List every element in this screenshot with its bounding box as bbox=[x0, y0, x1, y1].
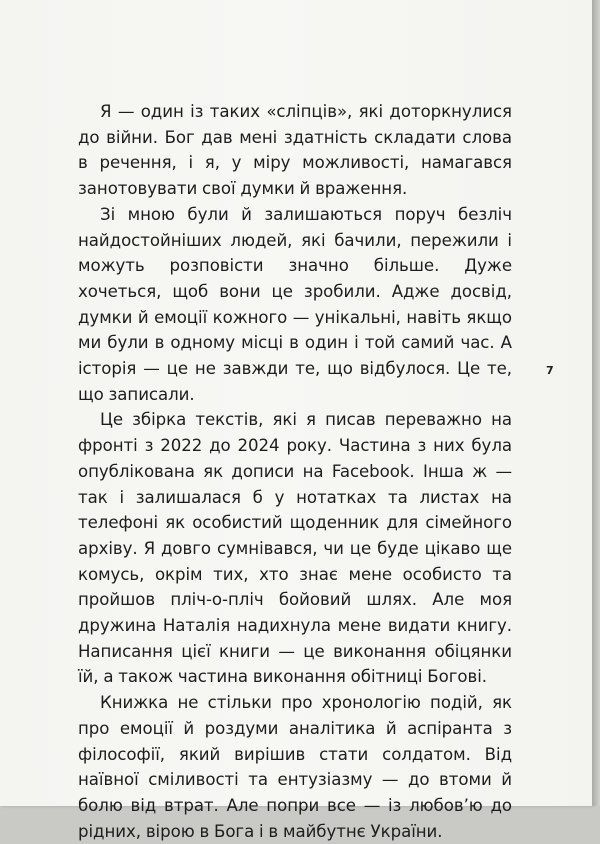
paragraph-3: Це збірка текстів, які я писав переважно на фронті з 2022 до 2024 року. Частина з них була опублікована як дописи на Facebook. Інша ж — так і залишалася б у нотатках та листах на телефоні як особистий щоденник для сімейного архіву. Я довго сумнівався, чи це буде цікаво ще комусь, окрім тих, хто знає мене особисто та пройшов пліч-о-пліч бойовий шлях. Але моя дружина Наталія надихнула мене видати книгу. Написання цієї книги — це виконання обіцянки їй, а також частина виконання обітниці Богові. bbox=[78, 410, 512, 687]
page-edge bbox=[592, 0, 600, 806]
paragraph-1: Я — один із таких «сліпців», які доторкнулися до війни. Бог дав мені здатність складати слова в речення, і я, у міру можливості, намагався занотовувати свої думки й враження. bbox=[78, 102, 512, 199]
paragraph-2: Зі мною були й залишаються поруч безліч найдостойніших людей, які бачили, пережили і можуть розповісти значно більше. Дуже хочеться, щоб вони це зробили. Адже досвід, думки й емоції кожного — унікальні, навіть якщо ми були в одному місці в один і той самий час. А історія — це не завжди те, що відбулося. Це те, що записали. bbox=[78, 204, 512, 404]
body-text bbox=[78, 99, 512, 844]
page-number: 7 bbox=[546, 364, 554, 377]
paragraph-4: Книжка не стільки про хронологію подій, як про емоції й роздуми аналітика й аспіранта з філософії, який вирішив стати солдатом. Від наївної сміливості та ентузіазму — до втоми й болю від втрат. Але попри все — із любов’ю до рідних, вірою в Бога і в майбутнє України. bbox=[78, 693, 512, 841]
